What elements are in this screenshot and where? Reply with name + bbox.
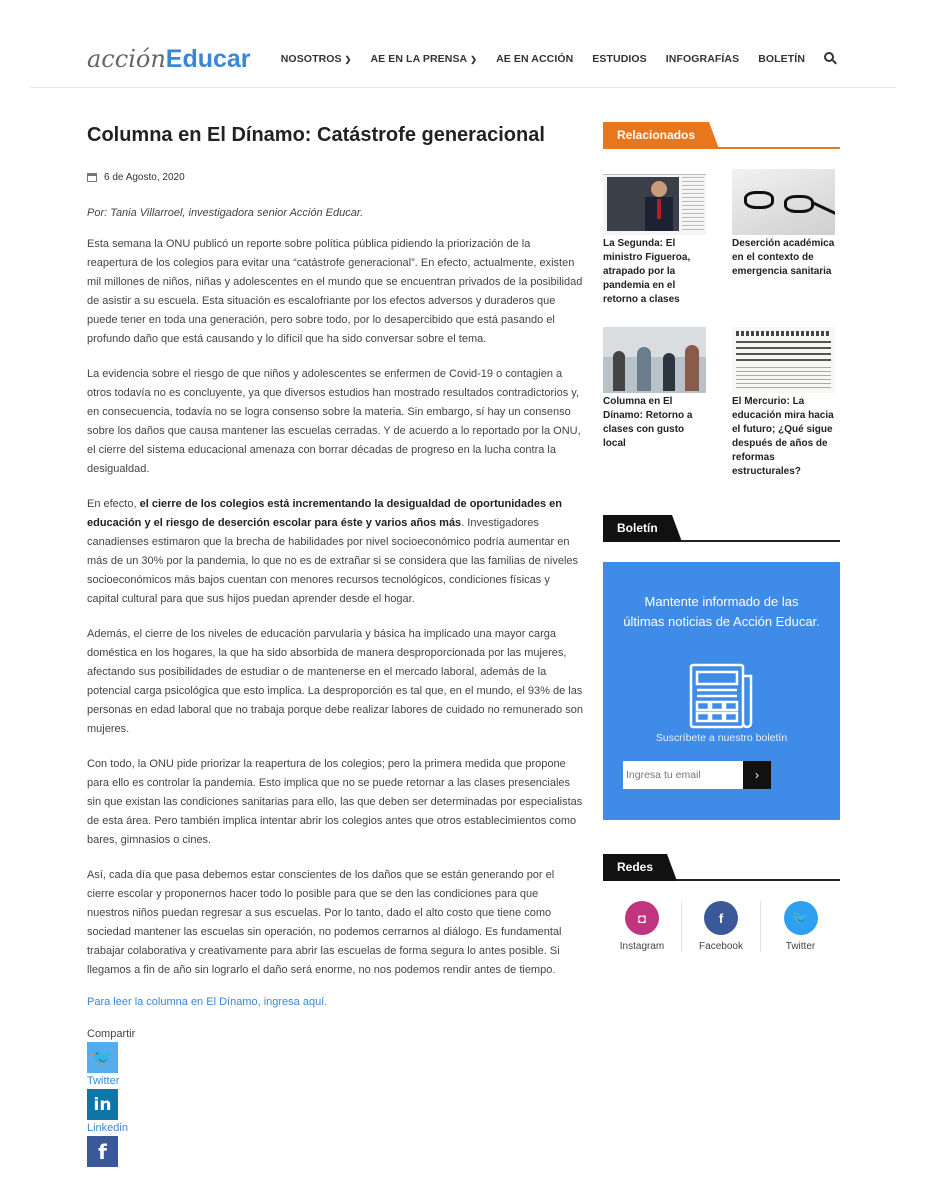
social-widget bbox=[603, 854, 840, 952]
nav-item-nosotros[interactable]: NOSOTROS ❯ bbox=[280, 53, 352, 65]
site-logo[interactable] bbox=[87, 45, 251, 73]
article-paragraph-4: Además, el cierre de los niveles de educación parvularia y básica ha implicado una mayor carga doméstica en los hogares, la que ha sido absorbida de manera desproporcionada por las mujeres, afectando sus posibilidades de estudiar o de mantenerse en el mercado laboral, además de la potencial carga psicológica que esto implica. La desproporción es tal que, en el mundo, el 93% de las personas en edad laboral que no trabaja porque debe realizar labores de cuidado no remunerado son mujeres. bbox=[87, 628, 583, 735]
nav-item-estudios[interactable]: ESTUDIOS bbox=[592, 53, 647, 65]
related-thumbnail[interactable] bbox=[603, 169, 706, 235]
social-widget-title: Redes bbox=[603, 854, 667, 881]
sidebar bbox=[603, 122, 840, 952]
related-thumbnail[interactable] bbox=[732, 169, 835, 235]
article-date bbox=[87, 172, 583, 183]
date-text: 6 de Agosto, 2020 bbox=[104, 172, 185, 183]
chevron-down-icon: ❯ bbox=[344, 55, 352, 64]
social-links bbox=[603, 901, 840, 952]
chevron-right-icon: › bbox=[755, 768, 759, 782]
site-header bbox=[30, 0, 896, 88]
nav-item-ae-en-accion[interactable]: AE EN ACCIÓN bbox=[496, 53, 574, 65]
logo-text-accion: acción bbox=[87, 45, 166, 73]
email-input[interactable] bbox=[623, 761, 743, 789]
related-widget-header bbox=[603, 122, 840, 149]
social-label[interactable]: Instagram bbox=[619, 941, 665, 952]
logo-text-educar: Educar bbox=[165, 45, 251, 73]
related-widget-title: Relacionados bbox=[603, 122, 709, 149]
highlighted-text: el cierre de los colegios está incrementando la desigualdad de oportunidades en educación y el riesgo de deserción escolar para éste y varios años más bbox=[87, 498, 562, 529]
share-twitter-link[interactable]: Twitter bbox=[87, 1075, 120, 1087]
nav-item-boletin[interactable]: BOLETÍN bbox=[758, 53, 805, 65]
newsletter-subtext: Suscríbete a nuestro boletín bbox=[655, 732, 788, 744]
share-label: Compartir bbox=[87, 1028, 136, 1040]
related-item-4[interactable] bbox=[732, 327, 836, 479]
social-widget-header bbox=[603, 854, 840, 881]
chevron-down-icon: ❯ bbox=[470, 55, 478, 64]
share-linkedin[interactable] bbox=[87, 1089, 583, 1134]
article-byline: Por: Tania Villarroel, investigadora senior Acción Educar. bbox=[87, 207, 364, 219]
social-label[interactable]: Facebook bbox=[699, 941, 743, 952]
newsletter-widget-header bbox=[603, 515, 840, 542]
read-more-link[interactable]: Para leer la columna en El Dínamo, ingresa aquí. bbox=[87, 996, 328, 1008]
share-twitter[interactable] bbox=[87, 1042, 583, 1087]
social-instagram[interactable] bbox=[603, 901, 682, 952]
social-facebook[interactable] bbox=[682, 901, 761, 952]
article bbox=[87, 120, 583, 1167]
article-paragraph-5: Con todo, la ONU pide priorizar la reapertura de los colegios; pero la primera medida que propone para ello es controlar la pandemia. Esto implica que no se puede retornar a las clases presenciales sin que existan las condiciones sanitarias para ello, las que deben ser determinadas por especialistas de esta área. Pero también implica intentar abrir los colegios antes que otros establecimientos como bares, gimnasios o cines. bbox=[87, 758, 583, 846]
related-title[interactable]: La Segunda: El ministro Figueroa, atrapado por la pandemia en el retorno a clases bbox=[603, 238, 691, 305]
related-item-2[interactable] bbox=[732, 169, 836, 307]
subscribe-button[interactable] bbox=[743, 761, 771, 789]
social-label[interactable]: Twitter bbox=[785, 941, 816, 952]
related-thumbnail[interactable] bbox=[603, 327, 706, 393]
newspaper-icon bbox=[687, 662, 757, 730]
nav-item-infografias[interactable]: INFOGRAFÍAS bbox=[665, 53, 740, 65]
facebook-icon[interactable]: f bbox=[704, 901, 738, 935]
facebook-icon[interactable]: f bbox=[87, 1136, 118, 1167]
newsletter-widget bbox=[603, 515, 840, 820]
twitter-icon[interactable]: 🐦 bbox=[87, 1042, 118, 1073]
search-icon[interactable] bbox=[824, 52, 838, 66]
twitter-icon[interactable]: 🐦 bbox=[784, 901, 818, 935]
article-paragraph-6: Así, cada día que pasa debemos estar conscientes de los daños que se están generando por el cierre escolar y proponernos hacer todo lo posible para que se den las condiciones para que nuestros niños puedan regresar a sus escuelas. Por lo tanto, dado el alto costo que tiene como sociedad mantener las escuelas sin operación, no podemos cerrarnos al diálogo. Es fundamental trabajar colaborativa y creativamente para abrir las escuelas de forma segura lo antes posible. Si llegamos a fin de año sin lograrlo el daño será enorme, no nos podemos rendir antes de tiempo. bbox=[87, 869, 562, 976]
nav-item-ae-en-la-prensa[interactable]: AE EN LA PRENSA ❯ bbox=[370, 53, 478, 65]
related-item-1[interactable] bbox=[603, 169, 707, 307]
share-linkedin-link[interactable]: Linkedin bbox=[87, 1122, 128, 1134]
related-title[interactable]: Columna en El Dínamo: Retorno a clases con gusto local bbox=[603, 396, 693, 449]
related-thumbnail[interactable] bbox=[732, 327, 835, 393]
related-list bbox=[603, 169, 840, 479]
article-paragraph-1: Esta semana la ONU publicó un reporte sobre política pública pidiendo la priorización de la reapertura de los colegios para evitar una “catástrofe generacional”. En efecto, actualmente, existen mil millones de niños, niñas y adolescentes en el mundo que se encuentran privados de la posibilidad de asistir a su escuela. Esta situación es escalofriante por los efectos adversos y duraderos que puede tener en toda una generación, pero sobre todo, por lo desapercibido que está pasando el profundo daño que está causando y lo difícil que ha sido conversar sobre el tema. bbox=[87, 238, 583, 345]
article-paragraph-3: En efecto, el cierre de los colegios está incrementando la desigualdad de oportunidades en educación y el riesgo de deserción escolar para éste y varios años más. Investigadores canadienses estimaron que la brecha de habilidades por nivel socioeconómico podría aumentar en más de un 30% por la pandemia, lo que no es de extrañar si se considera que las familias de niveles socioeconómicos más bajos cuentan con menores recursos tecnológicos, condiciones físicas y capital cultural para que sus hijos puedan aprender desde el hogar. bbox=[87, 498, 579, 605]
article-title: Columna en El Dínamo: Catástrofe generacional bbox=[87, 124, 545, 146]
calendar-icon bbox=[87, 173, 97, 182]
instagram-icon[interactable]: ◘ bbox=[625, 901, 659, 935]
main-nav bbox=[281, 52, 838, 66]
related-title[interactable]: Deserción académica en el contexto de emergencia sanitaria bbox=[732, 238, 835, 277]
linkedin-icon[interactable]: in bbox=[87, 1089, 118, 1120]
share-facebook[interactable] bbox=[87, 1136, 583, 1167]
article-paragraph-2: La evidencia sobre el riesgo de que niños y adolescentes se enfermen de Covid-19 o contagien a otros todavía no es concluyente, ya que diversos estudios han mostrado resultados contradictorios y, en consecuencia, todavía no se logra consenso sobre la materia. Sin embargo, sí hay un consenso sobre los daños que causa mantener las escuelas cerradas. Y de acuerdo a lo reportado por la ONU, el cierre del sistema educacional amenaza con borrar décadas de progreso en la lucha contra la desigualdad. bbox=[87, 368, 581, 475]
social-twitter[interactable] bbox=[761, 901, 840, 952]
newsletter-widget-title: Boletín bbox=[603, 515, 672, 542]
related-item-3[interactable] bbox=[603, 327, 707, 479]
related-title[interactable]: El Mercurio: La educación mira hacia el futuro; ¿Qué sigue después de años de reformas estructurales? bbox=[732, 396, 834, 477]
newsletter-box bbox=[603, 562, 840, 820]
newsletter-text: Mantente informado de las últimas noticias de Acción Educar. bbox=[623, 594, 820, 629]
